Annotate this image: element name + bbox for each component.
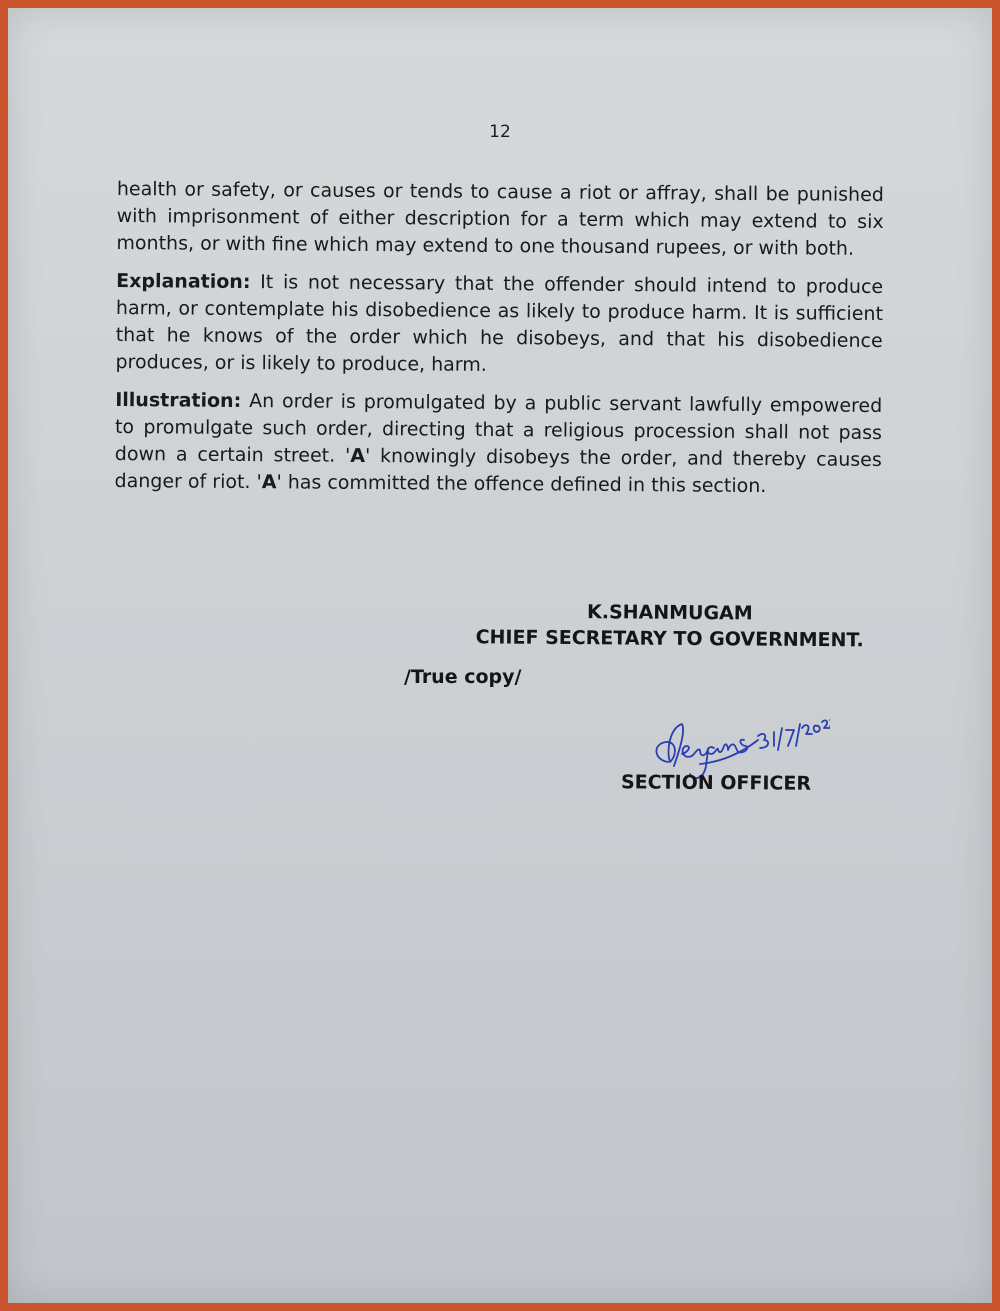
section-officer-label: SECTION OFFICER <box>620 771 812 795</box>
paragraph-explanation <box>115 268 883 382</box>
illustration-text-3: ' has committed the offence defined in this section. <box>276 471 767 498</box>
illustration-bold-a-2: A <box>261 471 277 494</box>
paragraph-text: health or safety, or causes or tends to cause a riot or affray, shall be punished with imprisonment of either description for a term which may extend to six months, or with fine which may extend to one thousand rupees, or with both. <box>116 177 884 260</box>
signatory-title: CHIEF SECRETARY TO GOVERNMENT. <box>475 626 864 652</box>
signatory-block <box>440 598 900 654</box>
illustration-text-1: An order is promulgated by a public servant lawfully empowered to promulgate such order, directing that a religious procession shall not pass down a certain street. ' <box>114 389 883 467</box>
illustration-bold-a-1: A <box>350 444 366 467</box>
illustration-text-2: ' knowingly disobeys the order, and thereby causes danger of riot. ' <box>114 444 882 494</box>
explanation-text: It is not necessary that the offender should intend to produce harm, or contemplate his disobedience as likely to produce harm. It is sufficient that he knows of the order which he disobeys, and that his disobedience produces, or is likely to produce, harm. <box>115 271 884 376</box>
page-number: 12 <box>489 122 511 142</box>
paragraph-continuation <box>116 176 884 263</box>
true-copy-label: /True copy/ <box>404 666 522 688</box>
signatory-name: K.SHANMUGAM <box>586 601 753 625</box>
explanation-label: Explanation: <box>116 269 251 294</box>
paragraph-illustration <box>114 387 882 501</box>
illustration-label: Illustration: <box>115 388 242 412</box>
document-body <box>114 176 884 512</box>
